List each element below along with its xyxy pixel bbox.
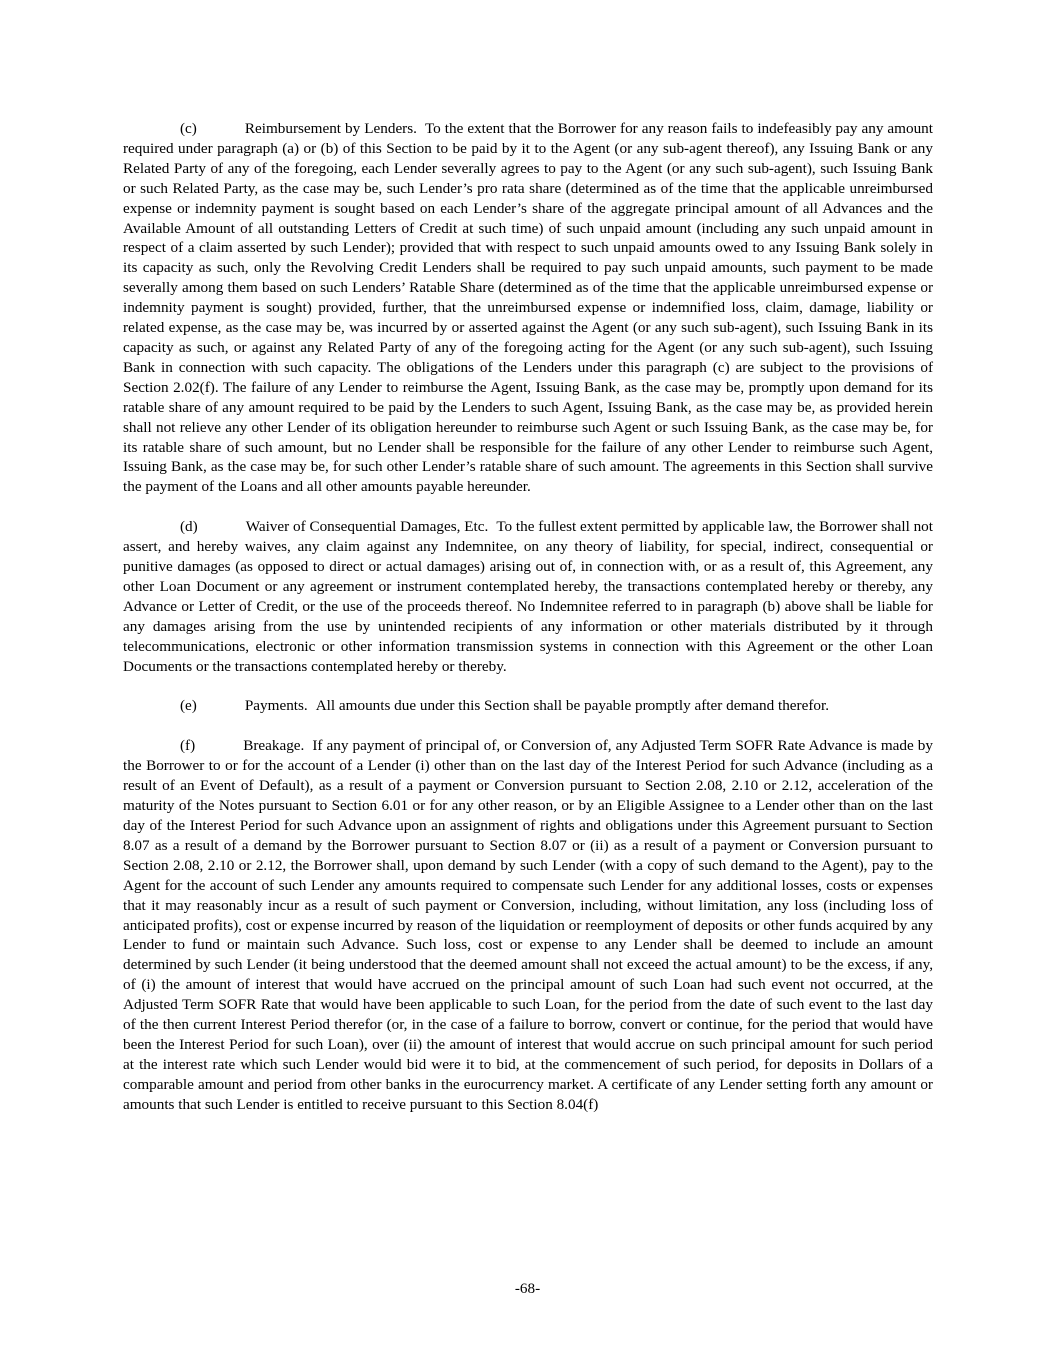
paragraph-f-label: (f) <box>180 737 196 755</box>
paragraph-f-body: If any payment of principal of, or Conversion of, any Adjusted Term SOFR Rate Advance is made by the Borrower to or for the account of a Lender (i) other than on the last day of the Interest Period for such Advance (including as a result of an Event of Default), as a result of a payment or Conversion pursuant to Section 2.08, 2.10 or 2.12, acceleration of the maturity of the Notes pursuant to Section 6.01 or for any other reason, or by an Eligible Assignee to a Lender other than on the last day of the Interest Period for such Advance upon an assignment of rights and obligations under this Agreement pursuant to Section 8.07 as a result of a demand by the Borrower pursuant to Section 8.07 or (ii) as a result of a payment or Conversion pursuant to Section 2.08, 2.10 or 2.12, the Borrower shall, upon demand by such Lender (with a copy of such demand to the Agent), pay to the Agent for the account of such Lender any amounts required to compensate such Lender for any additional losses, costs or expenses that it may reasonably incur as a result of such payment or Conversion, including, without limitation, any loss (including loss of anticipated profits), cost or expense incurred by reason of the liquidation or reemployment of deposits or other funds acquired by any Lender to fund or maintain such Advance. Such loss, cost or expense to any Lender shall be deemed to include an amount determined by such Lender (it being understood that the deemed amount shall not exceed the actual amount) to be the excess, if any, of (i) the amount of interest that would have accrued on the principal amount of such Loan had such event not occurred, at the Adjusted Term SOFR Rate that would have been applicable to such Loan, for the period from the date of such event to the last day of the then current Interest Period therefor (or, in the case of a failure to borrow, convert or continue, for the period that would have been the Interest Period for such Loan), over (ii) the amount of interest that would accrue on such principal amount for such period at the interest rate which such Lender would bid were it to bid, at the commencement of such period, for deposits in Dollars of a comparable amount and period from other banks in the eurocurrency market. A certificate of any Lender setting forth any amount or amounts that such Lender is entitled to receive pursuant to this Section 8.04(f) <box>123 737 933 1113</box>
paragraph-e <box>123 696 933 716</box>
paragraph-d-body: To the fullest extent permitted by applicable law, the Borrower shall not assert, and hereby waives, any claim against any Indemnitee, on any theory of liability, for special, indirect, consequential or punitive damages (as opposed to direct or actual damages) arising out of, in connection with, or as a result of, this Agreement, any other Loan Document or any agreement or instrument contemplated hereby, the transactions contemplated hereby or thereby, any Advance or Letter of Credit, or the use of the proceeds thereof. No Indemnitee referred to in paragraph (b) above shall be liable for any damages arising from the use by unintended recipients of any information or other materials distributed by it through telecommunications, electronic or other information transmission systems in connection with this Agreement or the other Loan Documents or the transactions contemplated hereby or thereby. <box>123 518 933 675</box>
paragraph-d-label: (d) <box>180 518 198 536</box>
paragraph-c-label: (c) <box>180 120 197 137</box>
paragraph-f-heading: Breakage. <box>243 737 305 755</box>
paragraph-f <box>123 736 933 1114</box>
paragraph-c <box>123 119 933 497</box>
document-body <box>123 119 933 1115</box>
paragraph-e-label: (e) <box>180 697 197 715</box>
paragraph-c-heading: Reimbursement by Lenders. <box>244 120 417 137</box>
paragraph-e-heading: Payments. <box>244 697 308 715</box>
paragraph-e-body: All amounts due under this Section shall be payable promptly after demand therefor. <box>315 697 830 715</box>
paragraph-d <box>123 517 933 676</box>
paragraph-d-heading: Waiver of Consequential Damages, Etc. <box>245 518 489 536</box>
page-number: -68- <box>514 1280 541 1297</box>
paragraph-c-body: To the extent that the Borrower for any reason fails to indefeasibly pay any amount required under paragraph (a) or (b) of this Section to be paid by it to the Agent (or any sub-agent thereof), any Issuing Bank or any Related Party of any of the foregoing, each Lender severally agrees to pay to the Agent (or any such sub-agent), such Issuing Bank or such Related Party, as the case may be, such Lender’s pro rata share (determined as of the time that the applicable unreimbursed expense or indemnity payment is sought based on each Lender’s share of the aggregate principal amount of all Advances and the Available Amount of all outstanding Letters of Credit at such time) of such unpaid amount (including any such unpaid amount in respect of a claim asserted by such Lender); provided that with respect to such unpaid amounts owed to any Issuing Bank solely in its capacity as such, only the Revolving Credit Lenders shall be required to pay such unpaid amounts, such payment to be made severally among them based on such Lenders’ Ratable Share (determined as of the time that the applicable unreimbursed expense or indemnity payment is sought) provided, further, that the unreimbursed expense or indemnified loss, claim, damage, liability or related expense, as the case may be, was incurred by or asserted against the Agent (or any such sub-agent), such Issuing Bank in its capacity as such, or against any Related Party of any of the foregoing acting for the Agent (or any such sub-agent), such Issuing Bank in connection with such capacity. The obligations of the Lenders under this paragraph (c) are subject to the provisions of Section 2.02(f). The failure of any Lender to reimburse the Agent, Issuing Bank, as the case may be, promptly upon demand for its ratable share of any amount required to be paid by the Lenders to such Agent, Issuing Bank, as the case may be, as provided herein shall not relieve any other Lender of its obligation hereunder to reimburse such Agent or such Issuing Bank, as the case may be, for its ratable share of such amount, but no Lender shall be responsible for the failure of any other Lender to reimburse such Agent, Issuing Bank, as the case may be, for such other Lender’s ratable share of such amount. The agreements in this Section shall survive the payment of the Loans and all other amounts payable hereunder. <box>123 120 933 496</box>
